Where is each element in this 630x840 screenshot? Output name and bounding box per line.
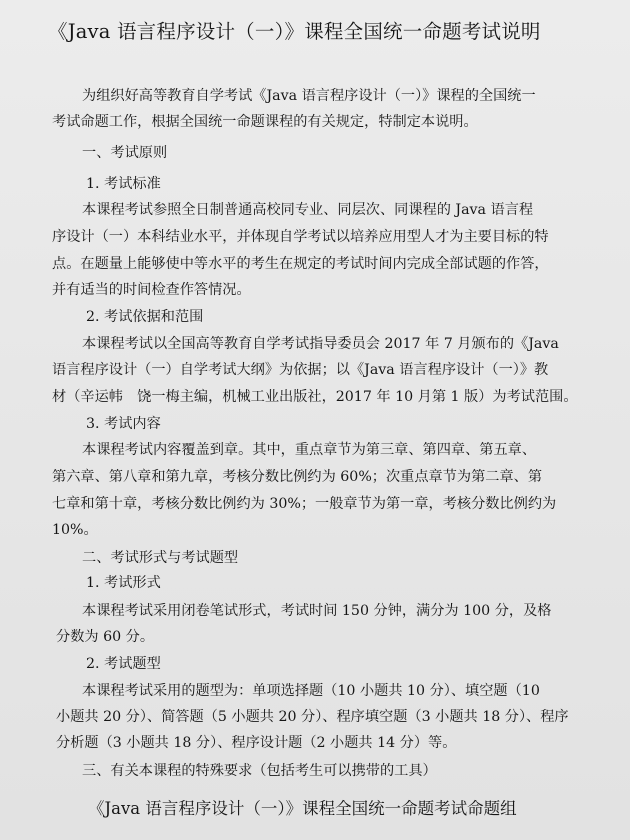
section-1-sub-2-line-1: 本课程考试以全国高等教育自学考试指导委员会 2017 年 7 月颁布的《Java (82, 336, 559, 352)
document-signature: 《Java 语言程序设计（一）》课程全国统一命题考试命题组 (88, 799, 517, 818)
section-2-sub-2-line-3: 分析题（3 小题共 18 分）、程序设计题（2 小题共 14 分）等。 (56, 735, 457, 751)
section-2-sub-2-line-2: 小题共 20 分）、简答题（5 小题共 20 分）、程序填空题（3 小题共 18 分）、程序 (56, 709, 569, 725)
section-1-sub-1-line-1: 本课程考试参照全日制普通高校同专业、同层次、同课程的 Java 语言程 (82, 202, 534, 218)
document-title: 《Java 语言程序设计（一）》课程全国统一命题考试说明 (48, 20, 541, 43)
section-1-sub-3-line-3: 七章和第十章，考核分数比例约为 30%；一般章节为第一章，考核分数比例约为 (52, 496, 557, 512)
section-2-sub-1-line-1: 本课程考试采用闭卷笔试形式，考试时间 150 分钟，满分为 100 分，及格 (82, 603, 552, 619)
section-1-heading: 一、考试原则 (82, 145, 168, 161)
section-2-sub-2-heading: 2. 考试题型 (86, 656, 161, 672)
intro-line-1: 为组织好高等教育自学考试《Java 语言程序设计（一）》课程的全国统一 (82, 88, 536, 104)
section-1-sub-3-heading: 3. 考试内容 (86, 416, 161, 432)
section-2-sub-2-line-1: 本课程考试采用的题型为：单项选择题（10 小题共 10 分）、填空题（10 (82, 683, 540, 699)
section-1-sub-1-heading: 1. 考试标准 (86, 176, 161, 192)
section-1-sub-2-heading: 2. 考试依据和范围 (86, 309, 204, 325)
section-1-sub-1-line-4: 并有适当的时间检查作答情况。 (52, 282, 251, 298)
section-2-heading: 二、考试形式与考试题型 (82, 550, 239, 566)
section-1-sub-1-line-2: 序设计（一）本科结业水平，并体现自学考试以培养应用型人才为主要目标的特 (52, 229, 549, 245)
section-1-sub-2-line-3: 材（辛运帏 饶一梅主编，机械工业出版社，2017 年 10 月第 1 版）为考试范围。 (52, 389, 578, 405)
section-2-sub-1-heading: 1. 考试形式 (86, 575, 161, 591)
section-3-heading: 三、有关本课程的特殊要求（包括考生可以携带的工具） (82, 763, 437, 779)
section-1-sub-3-line-4: 10%。 (52, 522, 98, 538)
section-2-sub-1-line-2: 分数为 60 分。 (56, 629, 155, 645)
section-1-sub-1-line-3: 点。在题量上能够使中等水平的考生在规定的考试时间内完成全部试题的作答， (52, 256, 549, 272)
section-1-sub-3-line-2: 第六章、第八章和第九章，考核分数比例约为 60%；次重点章节为第二章、第 (52, 469, 543, 485)
section-1-sub-3-line-1: 本课程考试内容覆盖到章。其中，重点章节为第三章、第四章、第五章、 (82, 442, 537, 458)
section-1-sub-2-line-2: 语言程序设计（一）自学考试大纲》为依据；以《Java 语言程序设计（一）》教 (52, 362, 549, 378)
intro-line-2: 考试命题工作，根据全国统一命题课程的有关规定，特制定本说明。 (52, 114, 478, 130)
